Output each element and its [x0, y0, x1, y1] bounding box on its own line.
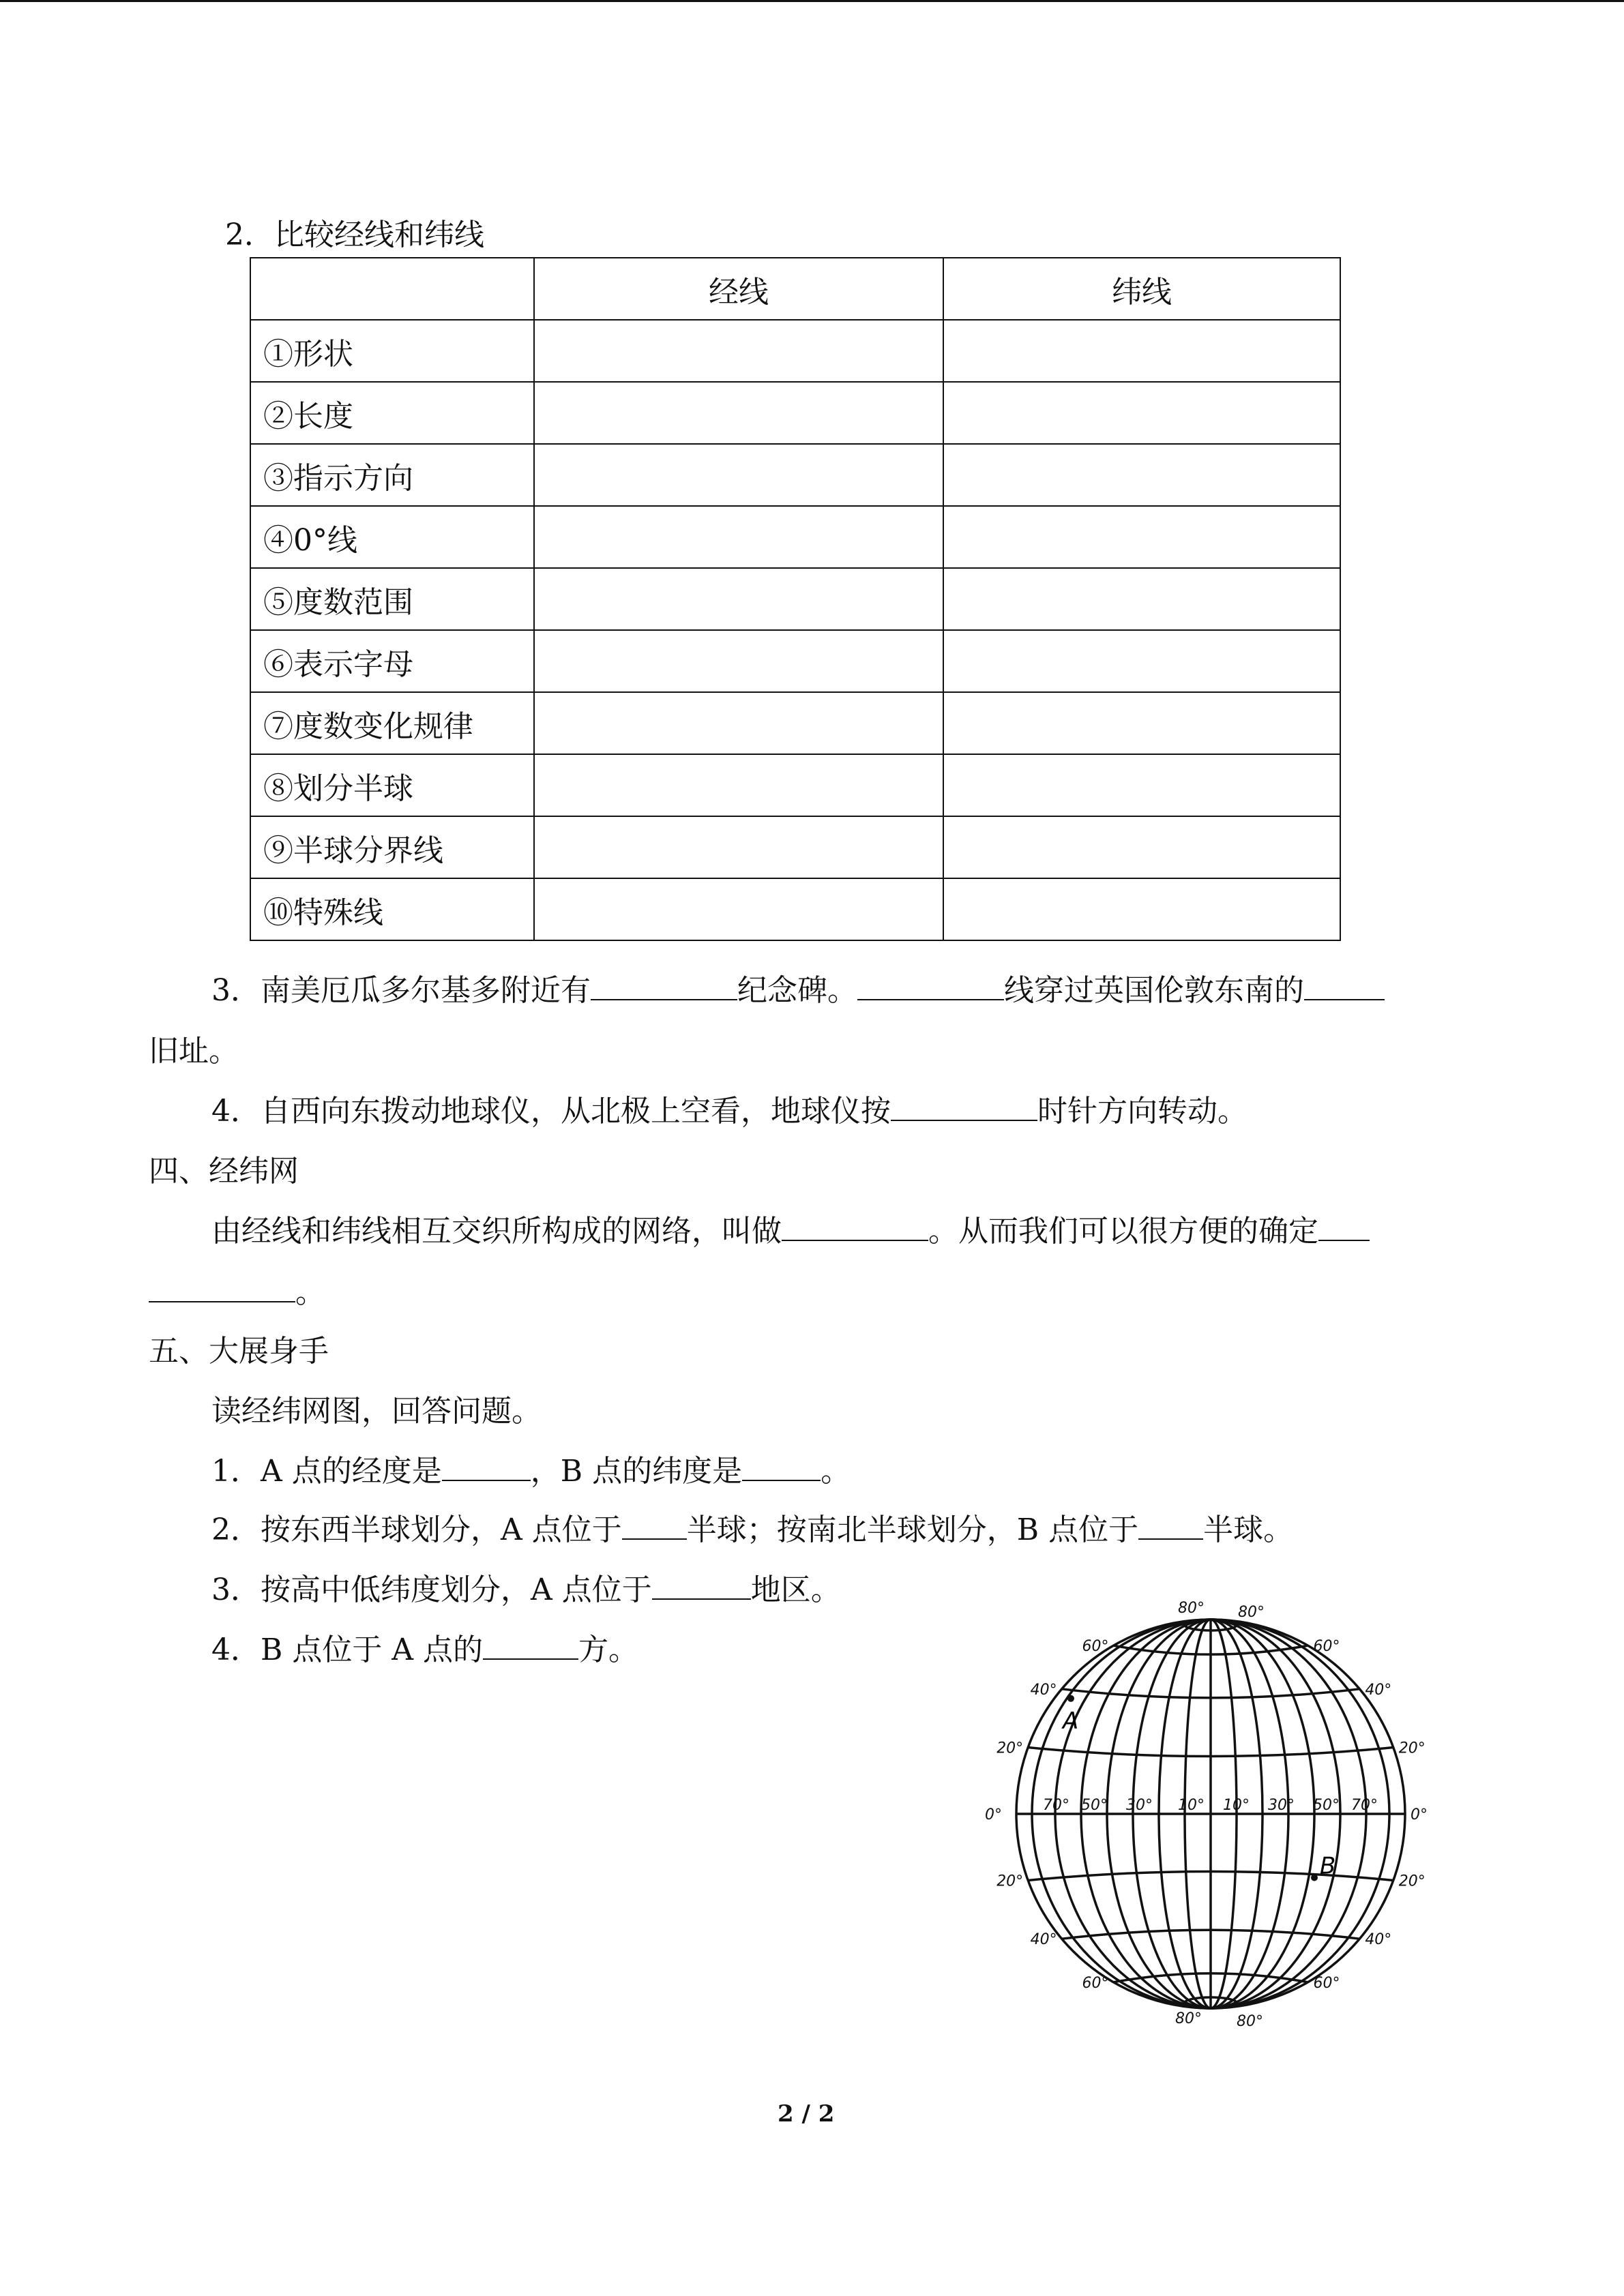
graticule-grid [1016, 1620, 1405, 2008]
answer-cell[interactable] [943, 816, 1340, 878]
equator-longitude-label: 50° [1313, 1797, 1340, 1814]
answer-cell[interactable] [534, 816, 943, 878]
answer-cell[interactable] [534, 382, 943, 444]
table-header-row [250, 258, 1340, 320]
row-label: ②长度 [250, 382, 534, 444]
row-label: ③指示方向 [250, 444, 534, 506]
blank-field[interactable] [149, 1274, 295, 1302]
point-b-marker [1311, 1874, 1318, 1881]
latitude-label-left: 20° [996, 1740, 1024, 1757]
row-label: ⑥表示字母 [250, 630, 534, 692]
top-border [0, 0, 1624, 2]
table-header-cell: 经线 [534, 258, 943, 320]
latitude-label-right: 60° [1313, 1974, 1340, 1992]
blank-field[interactable] [1304, 972, 1385, 1000]
table-row [250, 444, 1340, 506]
blank-field[interactable] [622, 1511, 687, 1540]
latitude-label-right: 60° [1313, 1638, 1340, 1656]
equator-longitude-label: 30° [1126, 1797, 1153, 1814]
q4-line: 4．自西向东拨动地球仪，从北极上空看，地球仪按 时针方向转动。 [211, 1094, 1247, 1129]
answer-cell[interactable] [534, 320, 943, 382]
answer-cell[interactable] [534, 568, 943, 630]
q3-line-cont: 旧址。 [149, 1034, 239, 1069]
answer-cell[interactable] [943, 754, 1340, 816]
s5-q4: 4．B 点位于 A 点的 方。 [211, 1632, 639, 1667]
bottom-longitude-label: 80° [1175, 2010, 1202, 2027]
latitude-label-right: 0° [1411, 1806, 1428, 1823]
equator-longitude-label: 70° [1043, 1797, 1069, 1814]
answer-cell[interactable] [943, 444, 1340, 506]
top-longitude-label: 80° [1178, 1600, 1205, 1617]
top-longitude-label: 80° [1238, 1604, 1265, 1621]
blank-field[interactable] [1138, 1511, 1203, 1540]
table-header-cell: 纬线 [943, 258, 1340, 320]
answer-cell[interactable] [534, 878, 943, 940]
blank-field[interactable] [782, 1212, 928, 1241]
bottom-longitude-label: 80° [1237, 2013, 1263, 2030]
answer-cell[interactable] [943, 878, 1340, 940]
row-label: ⑧划分半球 [250, 754, 534, 816]
answer-cell[interactable] [943, 568, 1340, 630]
table-row [250, 816, 1340, 878]
section4-line: 由经线和纬线相互交织所构成的网络，叫做 。从而我们可以很方便的确定 [211, 1211, 1370, 1252]
s5-q1: 1．A 点的经度是 ，B 点的纬度是 。 [211, 1454, 851, 1489]
answer-cell[interactable] [943, 692, 1340, 754]
table-row [250, 630, 1340, 692]
blank-field[interactable] [652, 1571, 751, 1600]
table-row [250, 878, 1340, 940]
table-row [250, 568, 1340, 630]
page-number: 2 / 2 [778, 2100, 835, 2128]
s5-q3: 3．按高中低纬度划分，A 点位于 地区。 [211, 1572, 841, 1607]
q2-title: 2．比较经线和纬线 [225, 218, 484, 252]
table-row [250, 692, 1340, 754]
latitude-label-left: 60° [1082, 1638, 1109, 1656]
answer-cell[interactable] [534, 630, 943, 692]
answer-cell[interactable] [534, 692, 943, 754]
row-label: ④0°线 [250, 506, 534, 568]
row-label: ⑦度数变化规律 [250, 692, 534, 754]
row-label: ⑩特殊线 [250, 878, 534, 940]
row-label: ⑨半球分界线 [250, 816, 534, 878]
blank-field[interactable] [891, 1092, 1037, 1121]
latitude-label-left: 60° [1082, 1974, 1109, 1992]
answer-cell[interactable] [534, 444, 943, 506]
s5-q2: 2．按东西半球划分，A 点位于 半球；按南北半球划分，B 点位于 半球。 [211, 1512, 1294, 1547]
latitude-label-left: 20° [996, 1873, 1024, 1890]
table-row [250, 382, 1340, 444]
latitude-label-right: 20° [1398, 1740, 1426, 1757]
equator-longitude-label: 50° [1081, 1797, 1108, 1814]
answer-cell[interactable] [943, 382, 1340, 444]
equator-longitude-label: 10° [1223, 1797, 1250, 1814]
row-label: ⑤度数范围 [250, 568, 534, 630]
comparison-table [250, 257, 1341, 941]
blank-field[interactable] [442, 1452, 531, 1481]
blank-field[interactable] [1318, 1212, 1370, 1241]
table-row [250, 320, 1340, 382]
graticule-globe-figure [982, 1589, 1460, 2053]
section4-title: 四、经纬网 [149, 1154, 299, 1189]
table-header-cell [250, 258, 534, 320]
section5-title: 五、大展身手 [149, 1334, 329, 1369]
row-label: ①形状 [250, 320, 534, 382]
blank-field[interactable] [483, 1631, 578, 1660]
table-row [250, 506, 1340, 568]
answer-cell[interactable] [534, 754, 943, 816]
blank-field[interactable] [591, 972, 737, 1000]
answer-cell[interactable] [534, 506, 943, 568]
latitude-label-right: 40° [1365, 1931, 1392, 1949]
answer-cell[interactable] [943, 506, 1340, 568]
latitude-label-right: 20° [1398, 1873, 1426, 1890]
point-a-marker [1067, 1695, 1074, 1702]
table-row [250, 754, 1340, 816]
latitude-label-left: 40° [1030, 1931, 1057, 1949]
answer-cell[interactable] [943, 320, 1340, 382]
latitude-label-left: 0° [985, 1806, 1002, 1823]
point-a-label: A [1063, 1707, 1079, 1735]
q3-line: 3．南美厄瓜多尔基多附近有 纪念碑。 线穿过英国伦敦东南的 [211, 970, 1385, 1011]
blank-field[interactable] [857, 972, 1004, 1000]
blank-field[interactable] [742, 1452, 821, 1481]
latitude-label-right: 40° [1365, 1681, 1392, 1699]
equator-longitude-label: 30° [1268, 1797, 1295, 1814]
equator-longitude-label: 70° [1351, 1797, 1378, 1814]
section5-intro: 读经纬网图，回答问题。 [211, 1394, 542, 1429]
answer-cell[interactable] [943, 630, 1340, 692]
point-b-label: B [1320, 1852, 1336, 1880]
latitude-label-left: 40° [1030, 1681, 1057, 1699]
equator-longitude-label: 10° [1178, 1797, 1205, 1814]
section4-line-cont: 。 [149, 1272, 325, 1313]
